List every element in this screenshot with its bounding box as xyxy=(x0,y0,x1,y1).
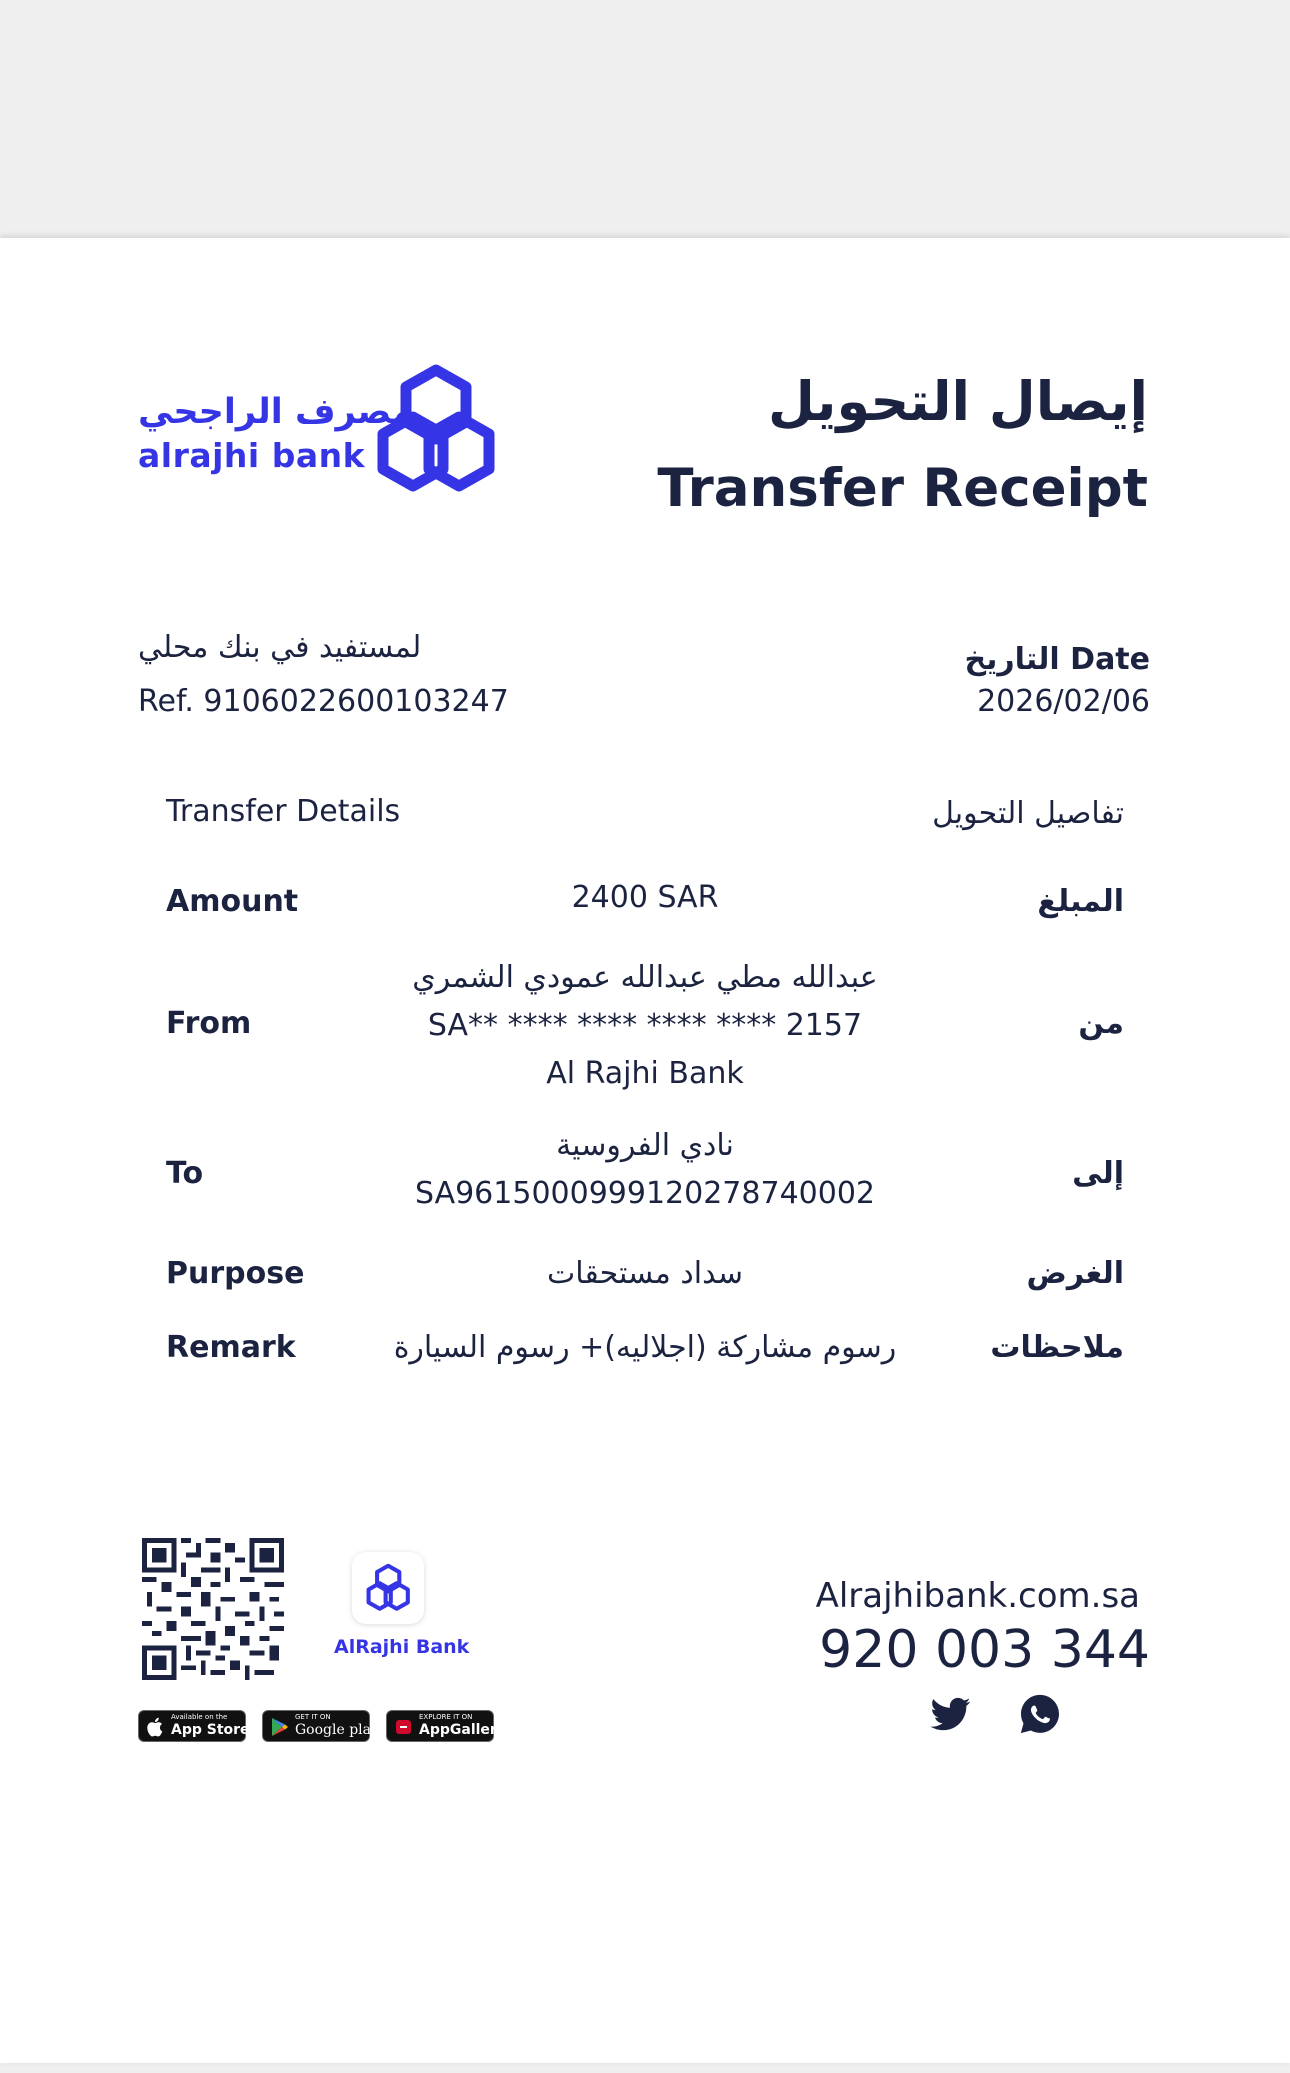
alrajhi-logo-icon xyxy=(366,362,506,496)
title-arabic: إيصال التحويل xyxy=(767,370,1148,433)
logo-english-text: alrajhi bank xyxy=(138,436,366,475)
from-label-ar: من xyxy=(1078,1006,1124,1041)
google-play-small: GET IT ON xyxy=(295,1713,331,1721)
google-play-icon xyxy=(271,1717,289,1737)
apple-icon xyxy=(147,1717,165,1737)
logo-arabic-text: مصرف الراجحي xyxy=(138,392,414,432)
google-play-label: Google play xyxy=(295,1722,379,1738)
details-heading-en: Transfer Details xyxy=(166,794,401,829)
from-bank: Al Rajhi Bank xyxy=(546,1056,744,1091)
to-name: نادي الفروسية xyxy=(556,1128,734,1163)
from-account: SA** **** **** **** **** 2157 xyxy=(427,1008,863,1043)
beneficiary-type: لمستفيد في بنك محلي xyxy=(138,630,422,665)
purpose-value: سداد مستحقات xyxy=(547,1256,743,1291)
huawei-icon xyxy=(395,1717,413,1737)
purpose-label-en: Purpose xyxy=(166,1256,305,1291)
to-iban: SA9615000999120278740002 xyxy=(414,1176,876,1211)
to-label-en: To xyxy=(166,1156,204,1191)
from-label-en: From xyxy=(166,1006,252,1041)
alrajhi-app-icon xyxy=(352,1552,424,1624)
details-heading-ar: تفاصيل التحويل xyxy=(932,796,1124,831)
to-label-ar: إلى xyxy=(1072,1156,1124,1191)
amount-label-ar: المبلغ xyxy=(1037,884,1124,919)
phone-number[interactable]: 920 003 344 xyxy=(819,1620,1150,1680)
app-icon-tile xyxy=(352,1552,424,1624)
remark-label-en: Remark xyxy=(166,1330,296,1365)
from-name: عبدالله مطي عبدالله عمودي الشمري xyxy=(412,960,878,995)
title-english: Transfer Receipt xyxy=(657,458,1148,519)
app-gallery-label: AppGallery xyxy=(419,1722,506,1738)
remark-label-ar: ملاحظات xyxy=(990,1330,1124,1365)
app-gallery-small: EXPLORE IT ON xyxy=(419,1713,473,1721)
qr-code xyxy=(142,1538,284,1680)
date-value: 2026/02/06 xyxy=(977,684,1150,719)
app-store-badge[interactable] xyxy=(138,1710,250,1742)
whatsapp-icon[interactable] xyxy=(1020,1694,1060,1734)
app-store-small: Available on the xyxy=(171,1713,228,1721)
amount-value: 2400 SAR xyxy=(571,880,719,915)
google-play-badge[interactable] xyxy=(262,1710,379,1742)
purpose-label-ar: الغرض xyxy=(1026,1256,1124,1291)
amount-label-en: Amount xyxy=(166,884,299,919)
app-caption: AlRajhi Bank xyxy=(334,1636,470,1658)
reference-number: Ref. 9106022600103247 xyxy=(138,684,509,719)
app-store-label: App Store xyxy=(171,1722,250,1738)
twitter-icon[interactable] xyxy=(930,1694,972,1734)
app-gallery-badge[interactable] xyxy=(386,1710,506,1742)
date-label: التاريخ Date xyxy=(964,642,1150,677)
remark-value: رسوم مشاركة (اجلاليه)+ رسوم السيارة xyxy=(393,1330,897,1365)
website-link[interactable]: Alrajhibank.com.sa xyxy=(815,1576,1140,1616)
